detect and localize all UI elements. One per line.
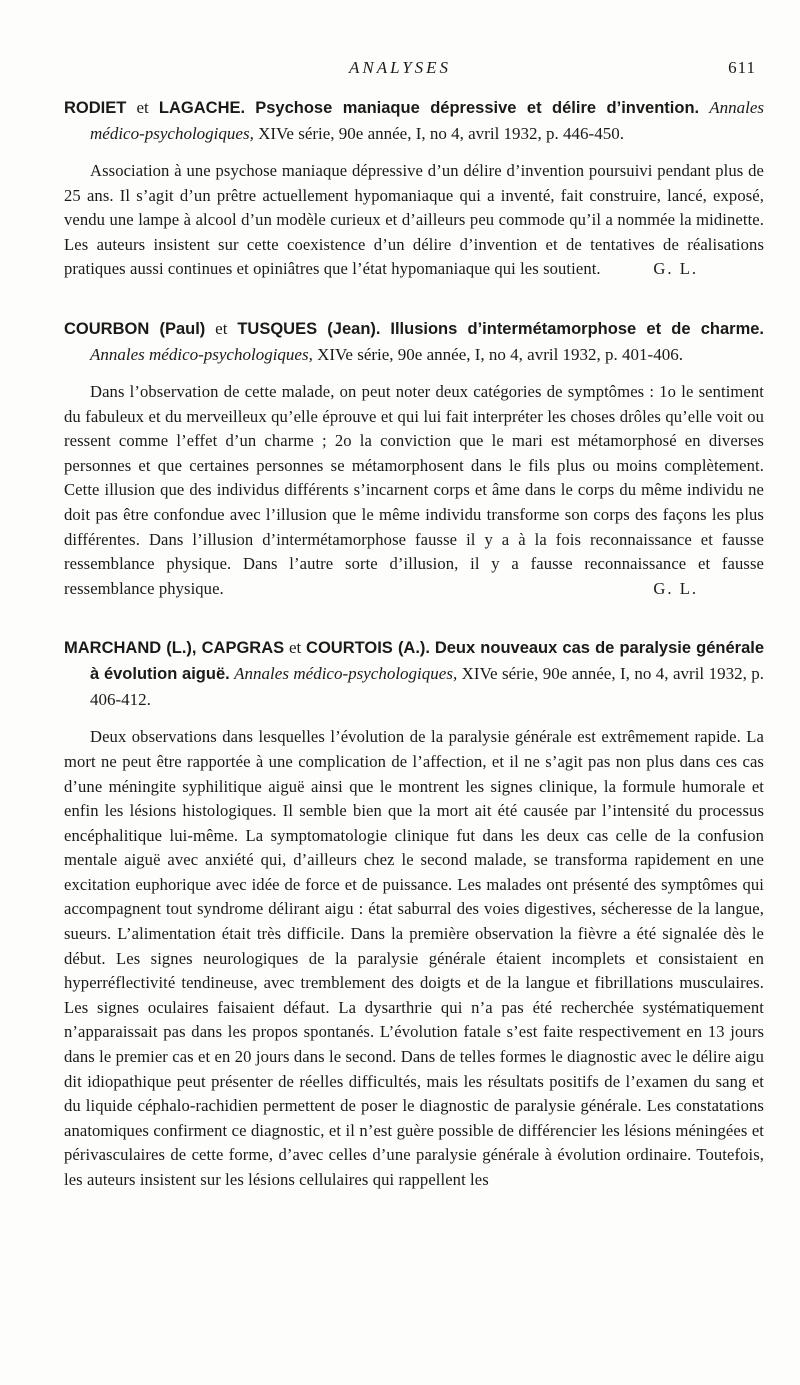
- review-authors: MARCHAND (L.), CAPGRAS: [64, 639, 285, 658]
- review-signature: G. L.: [653, 578, 698, 598]
- review-rodiet-lagache: [64, 95, 764, 282]
- review-citation: XIVe série, 90e année, I, no 4, avril 1932, p. 446-450.: [258, 124, 624, 143]
- review-authors: COURBON (Paul): [64, 319, 206, 338]
- review-courbon-tusques: [64, 316, 764, 601]
- review-conjunction: et: [215, 318, 228, 338]
- review-citation: XIVe série, 90e année, I, no 4, avril 1932, p. 406-412.: [90, 664, 765, 710]
- review-body: [64, 725, 764, 1192]
- review-journal: Annales médico-psychologiques,: [90, 344, 313, 364]
- review-authors: RODIET: [64, 99, 127, 117]
- page-number: 611: [728, 58, 756, 77]
- review-authors-2: COURTOIS (A.).: [306, 639, 431, 658]
- review-journal: Annales médico-psychologiques,: [234, 664, 458, 684]
- review-body-text: Dans l’observation de cette malade, on peut noter deux catégories de symptômes : 1o le sentiment du fabuleux et du merveilleux qu’elle éprouve et qui lui fait interpréter les choses drôles qu’elle voit ou ressent comme l’effet d’un charme ; 2o la conviction que le mari est métamorphosé en diverses personnes et que certaines personnes se métamorphosent dans le fils plus ou moins complètement. Cette illusion que des individus différents s’incarnent corps et âme dans le corps du même individu ne doit pas être confondue avec l’illusion que le même individu transforme son corps des façons les plus différentes. Dans l’illusion d’intermétamorphose fausse il y a à la fois reconnaissance et fausse ressemblance physique. Dans l’autre sorte d’illusion, il y a fausse reconnaissance et fausse ressemblance physique.: [64, 381, 764, 598]
- review-marchand-capgras-courtois: [64, 635, 764, 1192]
- running-head: [0, 58, 800, 82]
- review-title: Illusions d’intermétamorphose et de charme.: [390, 319, 765, 338]
- running-title: ANALYSES: [348, 58, 452, 77]
- review-body-text: Deux observations dans lesquelles l’évolution de la paralysie générale est extrêmement rapide. La mort ne peut être rapportée à une complication de l’affection, et il ne s’agit pas non plus dans ces cas d’une méningite syphilitique aiguë ainsi que le montrent les signes clinique, la formule humorale et enfin les lésions histologiques. Il semble bien que la mort ait été causée par l’intensité du processus encéphalitique lui-même. La symptomatologie clinique fut dans les deux cas celle de la confusion mentale aiguë avec anxiété qui, d’ailleurs chez le second malade, se transforma rapidement en une excitation euphorique avec idée de force et de puissance. Les malades ont présenté des symptômes qui accompagnent tout syndrome délirant aigu : état saburral des voies digestives, sécheresse de la langue, sueurs. L’alimentation était très difficile. Dans la première observation la fièvre a été signalée dès le début. Les signes neurologiques de la paralysie générale étaient incomplets et consistaient en hyperréflectivité tendineuse, avec tremblement des doigts et de la langue et fibrillations musculaires. Les signes oculaires faisaient défaut. La dysarthrie qui n’a pas été recherchée systématiquement n’apparaissait pas dans les propos spontanés. L’évolution fatale s’est faite respectivement en 13 jours dans le premier cas et en 20 jours dans le second. Dans de telles formes le diagnostic avec le délire aigu dit idiopathique peut présenter de réelles difficultés, mais les résultats positifs de l’examen du sang et du liquide céphalo-rachidien permettent de poser le diagnostic de paralysie générale. Les constatations anatomiques confirment ce diagnostic, et il n’est guère possible de différencier les lésions méningées et périvasculaires de cette forme, d’avec celles d’une paralysie générale à évolution ordinaire. Toutefois, les auteurs insistent sur les lésions cellulaires qui rappellent les: [64, 727, 764, 1189]
- review-heading: [64, 316, 764, 367]
- review-heading: [64, 635, 764, 712]
- review-signature: G. L.: [653, 259, 698, 279]
- review-conjunction: et: [288, 638, 302, 658]
- review-citation: XIVe série, 90e année, I, no 4, avril 1932, p. 401-406.: [317, 344, 683, 364]
- review-authors-2: LAGACHE.: [158, 99, 246, 117]
- review-heading: [64, 95, 764, 146]
- review-body: [64, 159, 764, 282]
- review-body: [64, 380, 764, 601]
- review-title: Deux nouveaux cas de paralysie générale à évolution aiguë.: [90, 639, 765, 684]
- reviews-column: [64, 95, 764, 1193]
- review-conjunction: et: [136, 98, 149, 117]
- review-journal: Annales médico-psychologiques,: [90, 98, 765, 143]
- review-authors-2: TUSQUES (Jean).: [237, 319, 381, 338]
- review-title: Psychose maniaque dépressive et délire d’invention.: [255, 99, 700, 117]
- review-body-text: Association à une psychose maniaque dépressive d’un délire d’invention poursuivi pendant plus de 25 ans. Il s’agit d’un prêtre actuellement hypomaniaque qui a inventé, fait construire, lancé, exposé, vendu une lampe à alcool d’un modèle curieux et d’ailleurs peu commode qu’il a nommée la midinette. Les auteurs insistent sur cette coexistence d’un délire d’invention et de tentatives de réalisations pratiques aussi continues et opiniâtres que l’état hypomaniaque qui les soutient.: [64, 161, 764, 279]
